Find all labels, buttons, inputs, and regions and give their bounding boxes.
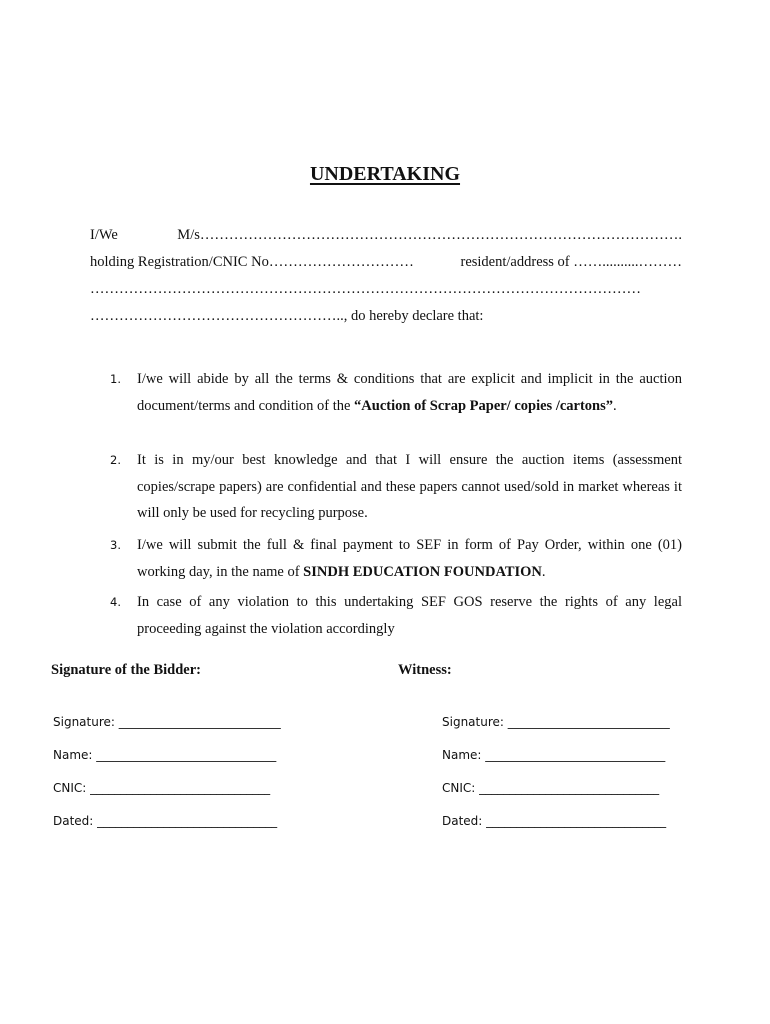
declaration-item [110, 532, 682, 585]
bidder-signature-line: Signature: ___________________________ [53, 715, 281, 729]
bidder-name-line: Name: ______________________________ [53, 748, 277, 762]
item-text-bold: “Auction of Scrap Paper/ copies /cartons” [354, 397, 614, 414]
bidder-heading: Signature of the Bidder: [51, 662, 201, 678]
item-text-main: In case of any violation to this undertaking SEF GOS reserve the rights of any legal proceeding against the violation accordingly [137, 594, 682, 637]
intro-line-4: …………………………………………….., do hereby declare that: [90, 308, 484, 324]
intro-line-3: …………………………………………………………………………………………………… [90, 281, 641, 297]
item-text-bold: SINDH EDUCATION FOUNDATION [303, 563, 542, 580]
witness-dated-line: Dated: ______________________________ [442, 814, 667, 828]
item-number: 3. [110, 538, 121, 552]
intro-line-1-right: M/s………………………………………………………………………………………. [177, 227, 682, 243]
item-text-main: I/we will submit the full & final payment to SEF in form of Pay Order, within one (01) working day, in the name of [137, 537, 682, 580]
witness-signature-block [442, 712, 670, 844]
item-number: 1. [110, 372, 121, 386]
intro-line-1 [90, 222, 682, 249]
item-text [137, 589, 682, 642]
declaration-item [110, 366, 682, 419]
bidder-dated-line: Dated: ______________________________ [53, 814, 278, 828]
item-text-main: It is in my/our best knowledge and that I will ensure the auction items (assessment copies/scrape papers) are confidential and these papers cannot used/sold in market whereas it will only be used for recycling purpose. [137, 452, 682, 521]
item-text-end: . [541, 563, 546, 580]
intro-line-1-left: I/We [90, 227, 118, 243]
bidder-signature-block [53, 712, 281, 844]
intro-line-2-left: holding Registration/CNIC No………………………… [90, 254, 414, 270]
item-text-end: . [613, 397, 617, 414]
intro-line-2-right: resident/address of ……..........……… [460, 254, 682, 270]
item-text [137, 366, 682, 419]
declaration-item [110, 447, 682, 527]
item-text-main: I/we will abide by all the terms & conditions that are explicit and implicit in the auction document/terms and condition of the [137, 371, 682, 414]
intro-line-2 [90, 249, 682, 276]
document-title: UNDERTAKING [309, 163, 461, 185]
item-number: 4. [110, 595, 121, 609]
witness-cnic-line: CNIC: ______________________________ [442, 781, 660, 795]
witness-signature-line: Signature: ___________________________ [442, 715, 670, 729]
declaration-item [110, 589, 682, 642]
witness-heading: Witness: [398, 662, 452, 678]
bidder-cnic-line: CNIC: ______________________________ [53, 781, 271, 795]
intro-paragraph [90, 222, 682, 330]
witness-name-line: Name: ______________________________ [442, 748, 666, 762]
item-number: 2. [110, 453, 121, 467]
item-text [137, 532, 682, 585]
item-text [137, 447, 682, 527]
